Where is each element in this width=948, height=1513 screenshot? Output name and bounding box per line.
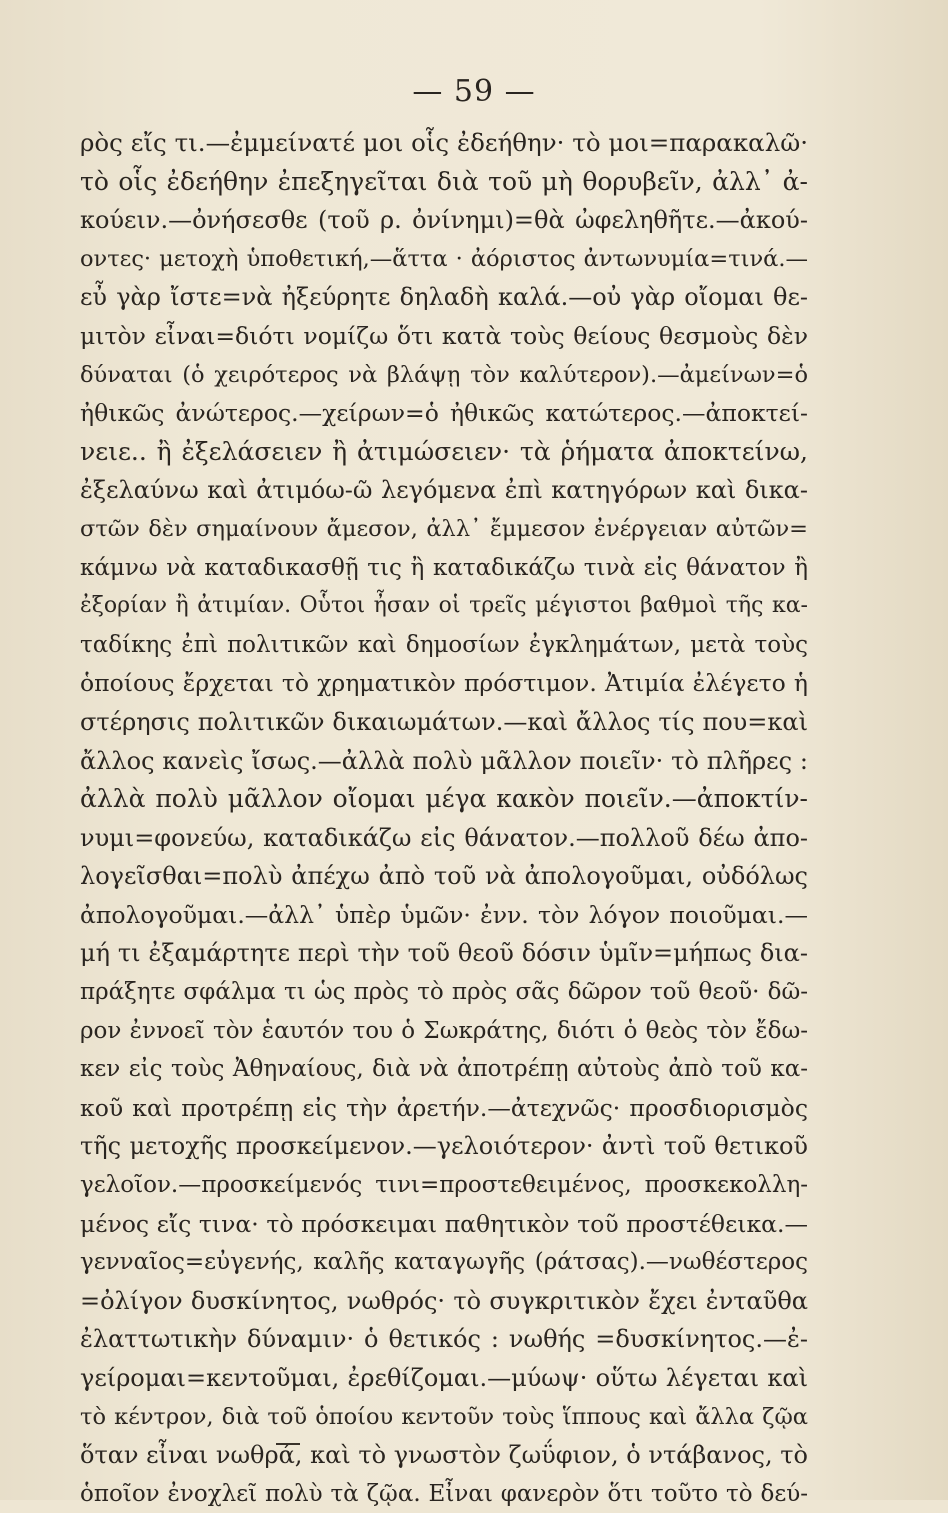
text-line: τὸ οἷς ἐδεήθην ἐπεξηγεῖται διὰ τοῦ μὴ θορυβεῖν, ἀλλ᾽ ἀ- <box>80 166 808 196</box>
text-line: ἄλλος κανεὶς ἴσως.—ἀλλὰ πολὺ μᾶλλον ποιεῖν· τὸ πλῆρες : <box>80 746 808 775</box>
commentary-text <box>80 124 808 1513</box>
text-line: κάμνω νὰ καταδικασθῇ τις ἢ καταδικάζω τινὰ εἰς θάνατον ἢ <box>80 554 808 581</box>
page-number: — 59 — <box>412 74 536 109</box>
text-line: ὅταν εἶναι νωθρά, καὶ τὸ γνωστὸν ζωΰφιον, ὁ ντάβανος, τὸ <box>80 1441 808 1470</box>
text-line: γενναῖος=εὐγενής, καλῆς καταγωγῆς (ράτσας).—νωθέστερος <box>80 1249 808 1276</box>
text-line: ἀλλὰ πολὺ μᾶλλον οἴομαι μέγα κακὸν ποιεῖν.—ἀποκτίν- <box>80 784 808 814</box>
text-line: ρον ἐννοεῖ τὸν ἑαυτόν του ὁ Σωκράτης, διότι ὁ θεὸς τὸν ἔδω- <box>80 1017 808 1044</box>
text-line: ὁποίους ἔρχεται τὸ χρηματικὸν πρόστιμον. Ἀτιμία ἐλέγετο ἡ <box>80 669 808 698</box>
text-line: μιτὸν εἶναι=διότι νομίζω ὅτι κατὰ τοὺς θείους θεσμοὺς δὲν <box>80 321 808 350</box>
text-line: κούειν.—ὀνήσεσθε (τοῦ ρ. ὀνίνημι)=θὰ ὠφεληθῆτε.—ἀκού- <box>80 206 808 235</box>
text-line: δύναται (ὁ χειρότερος νὰ βλάψῃ τὸν καλύτερον).—ἀμείνων=ὁ <box>80 361 808 388</box>
text-line: μένος εἴς τινα· τὸ πρόσκειμαι παθητικὸν τοῦ προστέθεικα.— <box>80 1209 808 1238</box>
text-line: τὸ κέντρον, διὰ τοῦ ὁποίου κεντοῦν τοὺς ἵππους καὶ ἄλλα ζῷα <box>80 1403 808 1430</box>
text-line: νυμι=φονεύω, καταδικάζω εἰς θάνατον.—πολλοῦ δέω ἀπο- <box>80 823 808 852</box>
text-line: ὁποῖον ἐνοχλεῖ πολὺ τὰ ζῷα. Εἶναι φανερὸν ὅτι τοῦτο τὸ δεύ- <box>80 1480 808 1507</box>
text-line: μή τι ἐξαμάρτητε περὶ τὴν τοῦ θεοῦ δόσιν ὑμῖν=μήπως δια- <box>80 939 808 968</box>
text-line: ἀπολογοῦμαι.—ἀλλ᾽ ὑπὲρ ὑμῶν· ἐνν. τὸν λόγον ποιοῦμαι.— <box>80 900 808 929</box>
text-line: ἠθικῶς ἀνώτερος.—χείρων=ὁ ἠθικῶς κατώτερος.—ἀποκτεί- <box>80 399 808 428</box>
text-line: στῶν δὲν σημαίνουν ἄμεσον, ἀλλ᾽ ἔμμεσον ἐνέργειαν αὐτῶν= <box>80 515 808 542</box>
text-line: κεν εἰς τοὺς Ἀθηναίους, διὰ νὰ ἀποτρέπῃ αὐτοὺς ἀπὸ τοῦ κα- <box>80 1056 808 1083</box>
text-line: εὖ γὰρ ἴστε=νὰ ἠξεύρητε δηλαδὴ καλά.—οὐ γὰρ οἴομαι θε- <box>80 283 808 312</box>
text-line: =ὀλίγον δυσκίνητος, νωθρός· τὸ συγκριτικὸν ἔχει ἐνταῦθα <box>80 1286 808 1315</box>
bottom-dash <box>276 1443 300 1445</box>
text-line: κοῦ καὶ προτρέπῃ εἰς τὴν ἀρετήν.—ἀτεχνῶς· προσδιορισμὸς <box>80 1093 808 1122</box>
text-line: πράξητε σφάλμα τι ὡς πρὸς τὸ πρὸς σᾶς δῶρον τοῦ θεοῦ· δῶ- <box>80 979 808 1006</box>
text-line: ταδίκης ἐπὶ πολιτικῶν καὶ δημοσίων ἐγκλημάτων, μετὰ τοὺς <box>80 631 808 658</box>
text-line: ρὸς εἴς τι.—ἐμμείνατέ μοι οἷς ἐδεήθην· τὸ μοι=παρακαλῶ· <box>80 128 808 157</box>
text-line: ἐλαττωτικὴν δύναμιν· ὁ θετικός : νωθής =δυσκίνητος.—ἐ- <box>80 1325 808 1354</box>
text-line: ἐξορίαν ἢ ἀτιμίαν. Οὗτοι ἦσαν οἱ τρεῖς μέγιστοι βαθμοὶ τῆς κα- <box>80 593 808 619</box>
text-line: γείρομαι=κεντοῦμαι, ἐρεθίζομαι.—μύωψ· οὕτω λέγεται καὶ <box>80 1364 808 1392</box>
text-line: γελοῖον.—προσκείμενός τινι=προστεθειμένος, προσκεκολλη- <box>80 1172 808 1199</box>
text-line: οντες· μετοχὴ ὑποθετική,—ἅττα · ἀόριστος ἀντωνυμία=τινά.— <box>80 245 808 272</box>
text-line: τῆς μετοχῆς προσκείμενον.—γελοιότερον· ἀντὶ τοῦ θετικοῦ <box>80 1132 808 1161</box>
text-line: ἐξελαύνω καὶ ἀτιμόω-ῶ λεγόμενα ἐπὶ κατηγόρων καὶ δικα- <box>80 476 808 505</box>
text-line: στέρησις πολιτικῶν δικαιωμάτων.—καὶ ἄλλος τίς που=καὶ <box>80 707 808 736</box>
text-line: λογεῖσθαι=πολὺ ἀπέχω ἀπὸ τοῦ νὰ ἀπολογοῦμαι, οὐδόλως <box>80 862 808 891</box>
text-line: νειε.. ἢ ἐξελάσειεν ἢ ἀτιμώσειεν· τὰ ῥήματα ἀποκτείνω, <box>80 436 808 466</box>
